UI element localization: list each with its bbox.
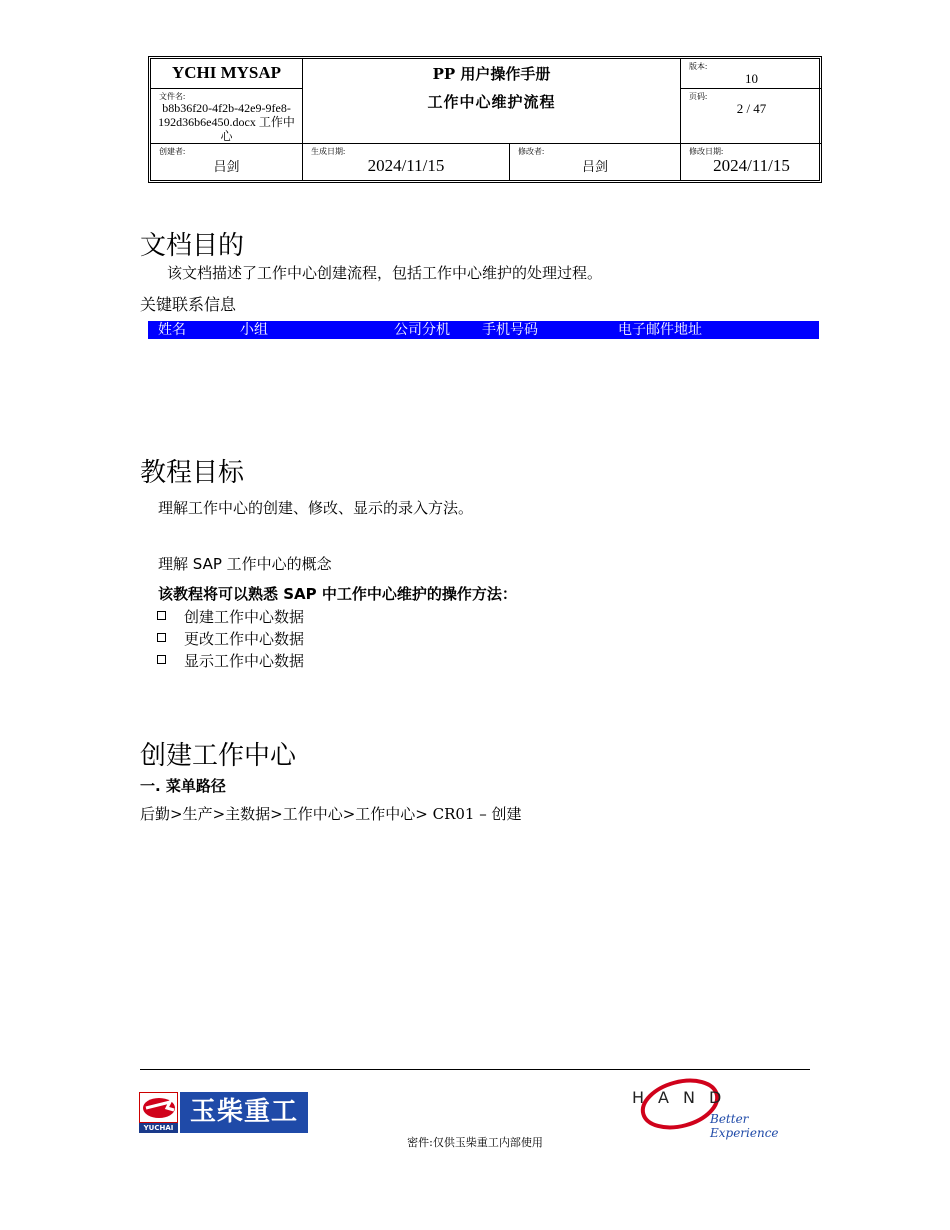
version-value: 10: [745, 71, 758, 86]
menu-path: 后勤>生产>主数据>工作中心>工作中心> CR01 – 创建: [140, 805, 522, 823]
document-header-table: [148, 56, 822, 183]
create-heading: 创建工作中心: [140, 741, 297, 771]
col-email: 电子邮件地址: [618, 322, 702, 338]
hand-logo-text: HAND: [632, 1088, 736, 1107]
process-title: 工作中心维护流程: [427, 93, 556, 111]
page-label: 页码:: [689, 92, 708, 101]
contacts-heading: 关键联系信息: [140, 295, 237, 314]
file-name: b8b36f20-4f2b-42e9-9fe8-192d36b6e450.docx 工作中心: [158, 101, 295, 143]
goal-list-item: 更改工作中心数据: [157, 628, 304, 649]
goal-lead: 该教程将可以熟悉 SAP 中工作中心维护的操作方法：: [158, 585, 517, 603]
col-group: 小组: [240, 322, 268, 338]
col-extension: 公司分机: [394, 322, 450, 338]
creator-cell: [151, 144, 303, 180]
modified-date-cell: [681, 144, 822, 180]
manual-title: PP 用户操作手册: [432, 65, 551, 83]
purpose-text-a: 该文档描述了工作中心创建流程，: [167, 264, 393, 282]
filename-cell: [151, 89, 303, 144]
created-date-label: 生成日期:: [311, 147, 346, 156]
goal-list-item: 创建工作中心数据: [157, 606, 304, 627]
col-mobile: 手机号码: [482, 322, 538, 338]
purpose-text: [167, 262, 602, 283]
yuchai-logo: [139, 1092, 308, 1133]
checkbox-bullet-icon: [157, 611, 166, 620]
page-cell: [681, 89, 822, 144]
modified-date-value: 2024/11/15: [713, 156, 790, 175]
version-cell: [681, 59, 822, 89]
page-value: 2 / 47: [736, 101, 767, 116]
company-cell: [151, 59, 303, 89]
creator-value: 吕剑: [213, 160, 240, 175]
modifier-label: 修改者:: [518, 147, 545, 156]
yuchai-small-text: YUCHAI: [139, 1123, 178, 1133]
file-label: 文件名:: [159, 92, 186, 101]
col-name: 姓名: [158, 322, 186, 338]
modifier-value: 吕剑: [581, 160, 608, 175]
goal-intro: 理解工作中心的创建、修改、显示的录入方法。: [158, 499, 474, 517]
creator-label: 创建者:: [159, 147, 186, 156]
checkbox-bullet-icon: [157, 633, 166, 642]
checkbox-bullet-icon: [157, 655, 166, 664]
title-cell: [303, 59, 681, 144]
created-date-cell: [303, 144, 510, 180]
yuchai-logo-text: 玉柴重工: [180, 1092, 308, 1133]
created-date-value: 2024/11/15: [367, 156, 445, 175]
goal-concept: 理解 SAP 工作中心的概念: [158, 555, 332, 573]
contacts-table-header: [148, 321, 819, 339]
hand-tagline: Better Experience: [710, 1112, 779, 1140]
confidential-note: 密件:仅供玉柴重工内部使用: [407, 1136, 543, 1149]
menu-path-subheading: 一. 菜单路径: [140, 777, 226, 795]
version-label: 版本:: [689, 62, 708, 71]
purpose-heading: 文档目的: [140, 231, 245, 261]
footer-rule: [140, 1069, 810, 1070]
modified-date-label: 修改日期:: [689, 147, 724, 156]
company-name: YCHI MYSAP: [171, 63, 282, 82]
goal-heading: 教程目标: [140, 458, 245, 488]
hand-logo: [630, 1076, 805, 1140]
purpose-text-b: 包括工作中心维护的处理过程。: [392, 264, 603, 282]
goal-list-item: 显示工作中心数据: [157, 650, 304, 671]
modifier-cell: [510, 144, 681, 180]
